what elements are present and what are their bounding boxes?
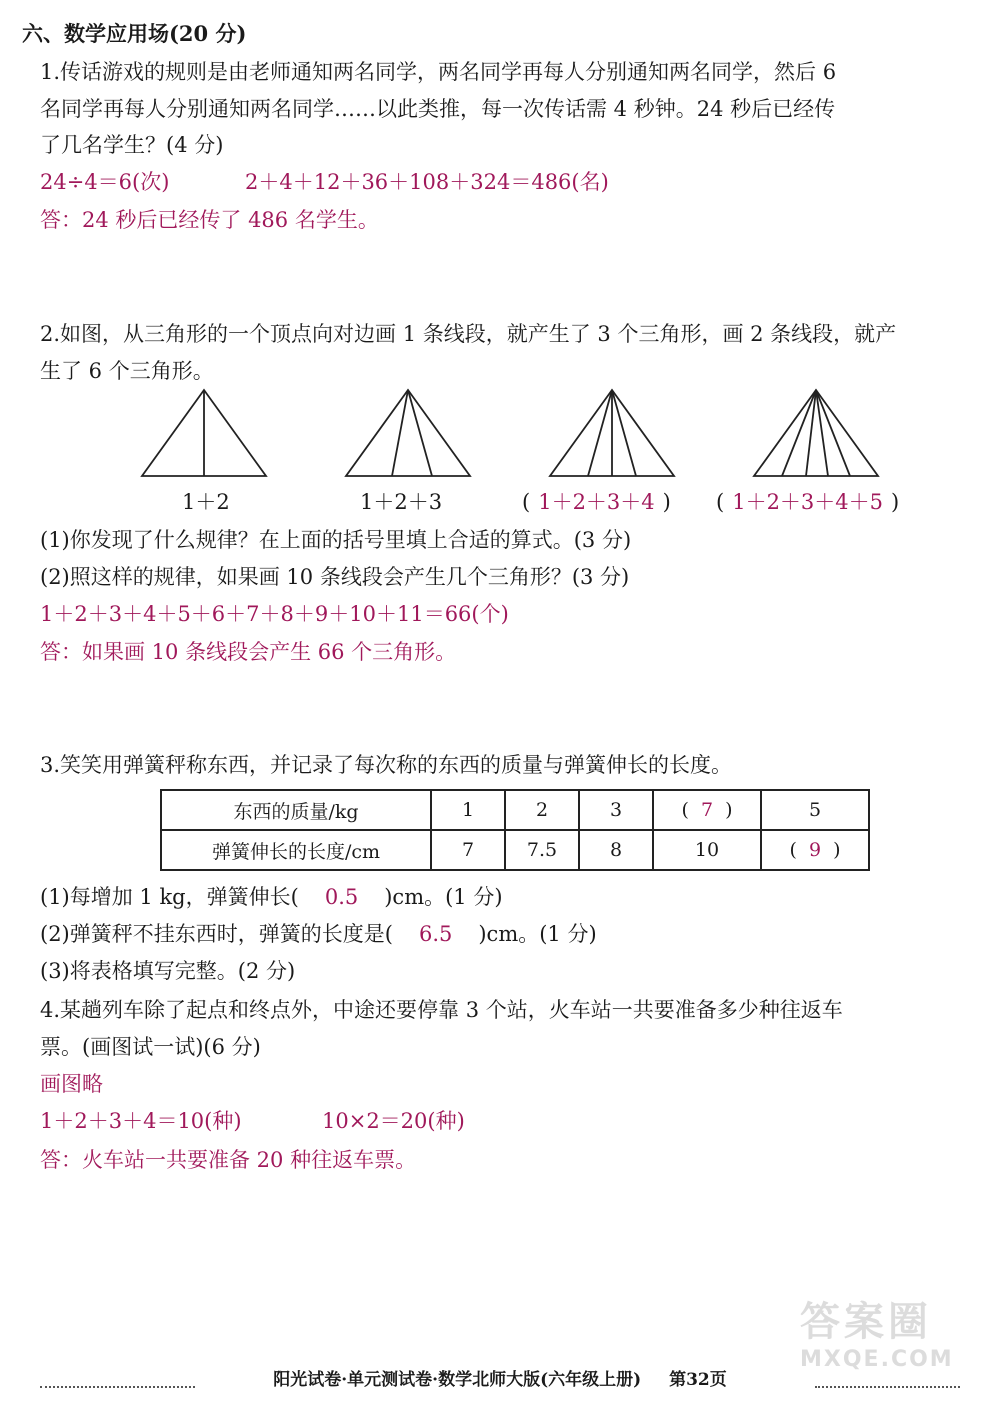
triangle-label-3: ( 1＋2＋3＋4 ) (522, 490, 671, 514)
q4-answer-calc-1: 1＋2＋3＋4＝10(种) (40, 1109, 242, 1133)
table-cell: 2 (505, 790, 579, 830)
q4-line-2: 票。(画图试一试)(6 分) (40, 1035, 261, 1059)
q2-sub-1: (1)你发现了什么规律？在上面的括号里填上合适的算式。(3 分) (40, 528, 632, 552)
table-cell: 1 (431, 790, 505, 830)
triangle-figure-1 (140, 388, 270, 480)
spring-data-table (160, 789, 870, 871)
q1-line-2: 名同学再每人分别通知两名同学……以此类推，每一次传话需 4 秒钟。24 秒后已经传 (40, 97, 836, 121)
table-answer-mass: 7 (700, 799, 714, 821)
footer-text: 阳光试卷·单元测试卷·数学北师大版(六年级上册) (273, 1370, 642, 1390)
q2-sub-2: (2)照这样的规律，如果画 10 条线段会产生几个三角形？(3 分) (40, 565, 630, 589)
table-cell: 7 (431, 830, 505, 870)
q3-sub-2-answer: 6.5 (418, 922, 453, 946)
table-cell: 5 (761, 790, 869, 830)
q3-sub-1-suffix: )cm。(1 分) (384, 885, 503, 909)
q1-line-1: 1.传话游戏的规则是由老师通知两名同学，两名同学再每人分别通知两名同学，然后 6 (40, 60, 837, 84)
watermark-bottom: MXQE.COM (800, 1347, 954, 1372)
q4-line-1: 4.某趟列车除了起点和终点外，中途还要停靠 3 个站，火车站一共要准备多少种往返车 (40, 998, 843, 1022)
table-cell: 3 (579, 790, 653, 830)
q3-sub-2-suffix: )cm。(1 分) (478, 922, 597, 946)
triangle-figure-2 (344, 388, 474, 480)
section-title: 六、数学应用场(20 分) (22, 21, 247, 46)
table-answer-length: 9 (808, 839, 822, 861)
triangle-figure-4 (752, 388, 882, 480)
table-cell-answer: ( 7 ) (653, 790, 761, 830)
table-cell-answer: ( 9 ) (761, 830, 869, 870)
footer-dots-right (815, 1386, 960, 1388)
q2-answer-calc: 1＋2＋3＋4＋5＋6＋7＋8＋9＋10＋11＝66(个) (40, 602, 509, 626)
footer-page-number: 第32页 (669, 1370, 727, 1390)
q3-sub-1 (40, 883, 503, 911)
q3-sub-2-prefix: (2)弹簧秤不挂东西时，弹簧的长度是( (40, 922, 393, 946)
table-row-header: 弹簧伸长的长度/cm (161, 830, 431, 870)
q1-line-3: 了几名学生？(4 分) (40, 133, 224, 157)
q4-answer-calc-2: 10×2＝20(种) (322, 1109, 465, 1133)
triangle-answer-4: 1＋2＋3＋4＋5 (732, 490, 884, 514)
q4-answer-note: 画图略 (40, 1072, 103, 1096)
page-footer (40, 1366, 960, 1394)
triangle-label-1: 1＋2 (182, 490, 230, 514)
triangle-label-2: 1＋2＋3 (360, 490, 443, 514)
q3-sub-1-answer: 0.5 (324, 885, 359, 909)
q2-line-2: 生了 6 个三角形。 (40, 359, 214, 383)
q3-sub-3: (3)将表格填写完整。(2 分) (40, 959, 296, 983)
triangle-label-4: ( 1＋2＋3＋4＋5 ) (716, 490, 900, 514)
table-cell: 8 (579, 830, 653, 870)
q3-line-1: 3.笑笑用弹簧秤称东西，并记录了每次称的东西的质量与弹簧伸长的长度。 (40, 753, 733, 777)
q2-answer-text: 答：如果画 10 条线段会产生 66 个三角形。 (40, 640, 457, 664)
q1-answer-text: 答：24 秒后已经传了 486 名学生。 (40, 208, 379, 232)
table-cell: 7.5 (505, 830, 579, 870)
table-row (161, 830, 869, 870)
q1-answer-calc-1: 24÷4＝6(次) (40, 170, 170, 194)
table-row (161, 790, 869, 830)
triangle-answer-3: 1＋2＋3＋4 (538, 490, 655, 514)
q3-sub-2 (40, 920, 597, 948)
table-cell: 10 (653, 830, 761, 870)
table-row-header: 东西的质量/kg (161, 790, 431, 830)
footer-dots-left (40, 1386, 195, 1388)
triangle-figure-3 (548, 388, 678, 480)
q4-answer-text: 答：火车站一共要准备 20 种往返车票。 (40, 1148, 417, 1172)
q2-line-1: 2.如图，从三角形的一个顶点向对边画 1 条线段，就产生了 3 个三角形，画 2 条线段，就产 (40, 322, 897, 346)
q3-sub-1-prefix: (1)每增加 1 kg，弹簧伸长( (40, 885, 299, 909)
q1-answer-calc-2: 2＋4＋12＋36＋108＋324＝486(名) (245, 170, 609, 194)
watermark-top: 答案圈 (800, 1299, 932, 1345)
